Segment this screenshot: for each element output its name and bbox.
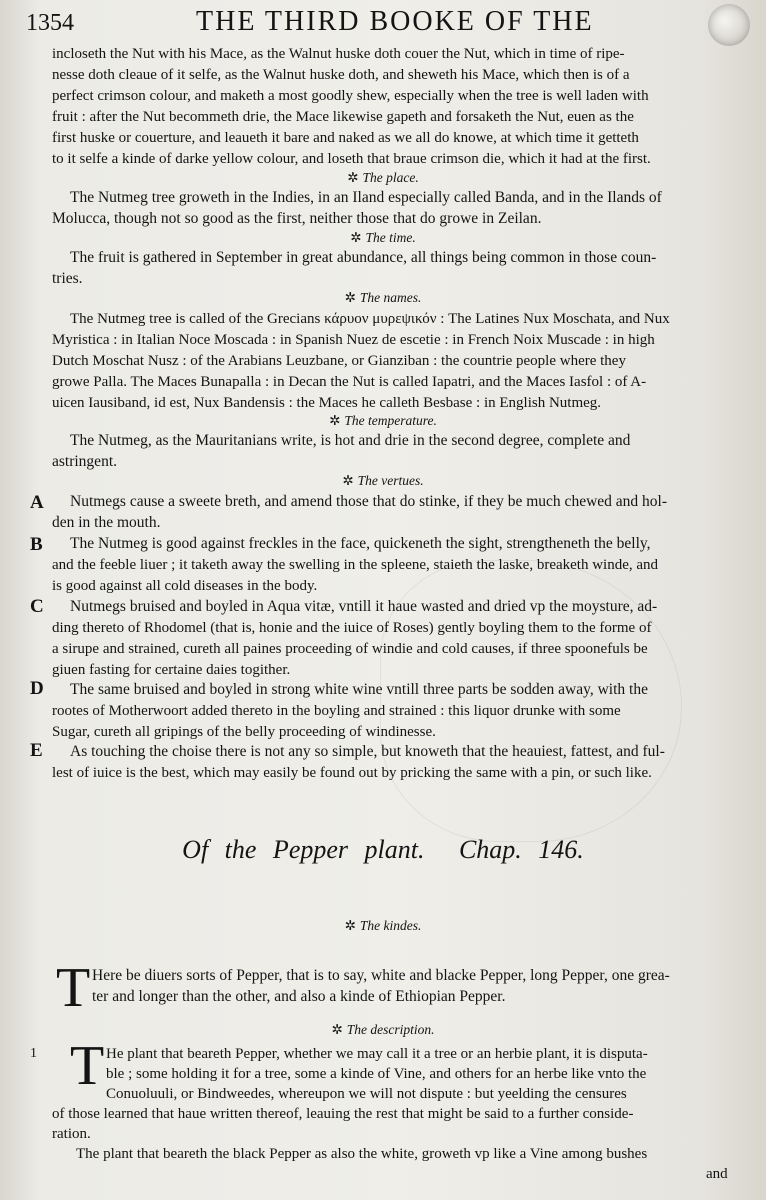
paragraph-number: 1 bbox=[30, 1046, 37, 1061]
section-heading-vertues: ✲ The vertues. bbox=[342, 473, 424, 488]
text-line: The same bruised and boyled in strong white wine vntill three parts be sodden away, with the bbox=[70, 681, 648, 698]
text-line: ration. bbox=[52, 1126, 91, 1142]
text-line: Sugar, cureth all gripings of the belly proceeding of windinesse. bbox=[52, 724, 436, 740]
text-line: The Nutmeg tree is called of the Grecians κάρυον μυρεψικόν : The Latines Nux Moschata, and Nux bbox=[70, 311, 670, 327]
chapter-title: Of the Pepper plant. bbox=[182, 835, 425, 864]
text-line: ter and longer than the other, and also a kinde of Ethiopian Pepper. bbox=[92, 988, 506, 1005]
text-line: fruit : after the Nut becommeth drie, the Mace likewise gapeth and forsaketh the Nut, euen as the bbox=[52, 109, 634, 125]
running-head bbox=[26, 4, 746, 44]
text-line: incloseth the Nut with his Mace, as the Walnut huske doth couer the Nut, which in time of ripe- bbox=[52, 46, 625, 62]
page-corner-fold bbox=[708, 4, 750, 46]
section-heading-place: ✲ The place. bbox=[347, 170, 419, 185]
text-line: uicen Iausiband, id est, Nux Bandensis : the Maces he calleth Besbase : in English Nutmeg. bbox=[52, 395, 602, 411]
drop-cap: T bbox=[70, 1035, 105, 1097]
text-line: is good against all cold diseases in the body. bbox=[52, 578, 318, 594]
section-heading-names: ✲ The names. bbox=[344, 290, 422, 305]
text-line: tries. bbox=[52, 270, 83, 287]
text-line: and the feeble liuer ; it taketh away the swelling in the spleene, staieth the laske, breaketh winde, and bbox=[52, 557, 659, 573]
catchword: and bbox=[706, 1166, 728, 1182]
text-line: Molucca, though not so good as the first, neither those that do growe in Zeilan. bbox=[52, 210, 542, 227]
text-line: lest of iuice is the best, which may easily be found out by pricking the same with a pin, or such like. bbox=[52, 765, 652, 781]
text-line: of those learned that haue written thereof, leauing the rest that might be said to a further conside- bbox=[52, 1106, 634, 1122]
margin-letter-d: D bbox=[30, 678, 44, 699]
section-heading-kindes: ✲ The kindes. bbox=[344, 918, 422, 933]
chapter-heading bbox=[0, 835, 766, 865]
text-line: The plant that beareth the black Pepper as also the white, groweth vp like a Vine among bushes bbox=[76, 1146, 648, 1162]
text-line: The fruit is gathered in September in great abundance, all things being common in those coun- bbox=[70, 249, 657, 266]
text-line: Here be diuers sorts of Pepper, that is to say, white and blacke Pepper, long Pepper, one grea- bbox=[92, 967, 670, 984]
margin-letter-a: A bbox=[30, 492, 44, 513]
margin-letter-e: E bbox=[30, 740, 43, 761]
text-line: den in the mouth. bbox=[52, 514, 161, 531]
text-line: He plant that beareth Pepper, whether we may call it a tree or an herbie plant, it is disputa- bbox=[106, 1046, 648, 1062]
text-line: Dutch Moschat Nusz : of the Arabians Leuzbane, or Gianziban : the countrie people where they bbox=[52, 353, 626, 369]
text-line: to it selfe a kinde of darke yellow colour, and loseth that braue crimson die, which it had at the first. bbox=[52, 151, 651, 167]
text-line: ble ; some holding it for a tree, some a kinde of Vine, and others for an herbe like vnto the bbox=[106, 1066, 647, 1082]
text-line: nesse doth cleaue of it selfe, as the Walnut huske doth, and sheweth his Mace, which then is of a bbox=[52, 67, 630, 83]
text-line: a sirupe and strained, cureth all paines proceeding of windie and cold causes, if three spoonefuls be bbox=[52, 641, 648, 657]
text-line: growe Palla. The Maces Bunapalla : in Decan the Nut is called Iapatri, and the Maces Iasfol : of A- bbox=[52, 374, 647, 390]
text-line: As touching the choise there is not any so simple, but knoweth that the heauiest, fattest, and ful- bbox=[70, 743, 665, 760]
page-number: 1354 bbox=[26, 10, 74, 36]
chapter-number: Chap. 146. bbox=[458, 835, 584, 864]
text-line: The Nutmeg, as the Mauritanians write, is hot and drie in the second degree, complete and bbox=[70, 432, 631, 449]
text-line: The Nutmeg tree groweth in the Indies, in an Iland especially called Banda, and in the Ilands of bbox=[70, 189, 662, 206]
text-line: perfect crimson colour, and maketh a most goodly shew, especially when the tree is well laden with bbox=[52, 88, 649, 104]
section-heading-temperature: ✲ The temperature. bbox=[329, 413, 437, 428]
margin-letter-c: C bbox=[30, 596, 44, 617]
drop-cap: T bbox=[56, 957, 91, 1019]
text-line: The Nutmeg is good against freckles in the face, quickeneth the sight, strengtheneth the belly, bbox=[70, 535, 651, 552]
margin-letter-b: B bbox=[30, 534, 43, 555]
text-line: Nutmegs cause a sweete breth, and amend those that do stinke, if they be much chewed and hol- bbox=[70, 493, 667, 510]
text-line: astringent. bbox=[52, 453, 117, 470]
text-line: giuen fasting for certaine daies togither. bbox=[52, 662, 291, 678]
text-line: Myristica : in Italian Noce Moscada : in Spanish Nuez de escetie : in French Noix Muscade : in high bbox=[52, 332, 655, 348]
running-title: THE THIRD BOOKE OF THE bbox=[196, 6, 594, 37]
section-heading-description: ✲ The description. bbox=[331, 1022, 435, 1037]
section-heading-time: ✲ The time. bbox=[350, 230, 416, 245]
text-line: rootes of Motherwoort added thereto in the boyling and strained : this liquor drunke with some bbox=[52, 703, 621, 719]
text-line: Nutmegs bruised and boyled in Aqua vitæ, vntill it haue wasted and dried vp the moysture, ad- bbox=[70, 598, 658, 615]
text-line: ding thereto of Rhodomel (that is, honie and the iuice of Roses) gently boyling them to the forme of bbox=[52, 620, 652, 636]
text-line: Conuoluuli, or Bindweedes, whereupon we will not dispute : but yeelding the censures bbox=[106, 1086, 627, 1102]
text-line: first huske or couerture, and leaueth it bare and naked as we all do knowe, at which time it getteth bbox=[52, 130, 639, 146]
